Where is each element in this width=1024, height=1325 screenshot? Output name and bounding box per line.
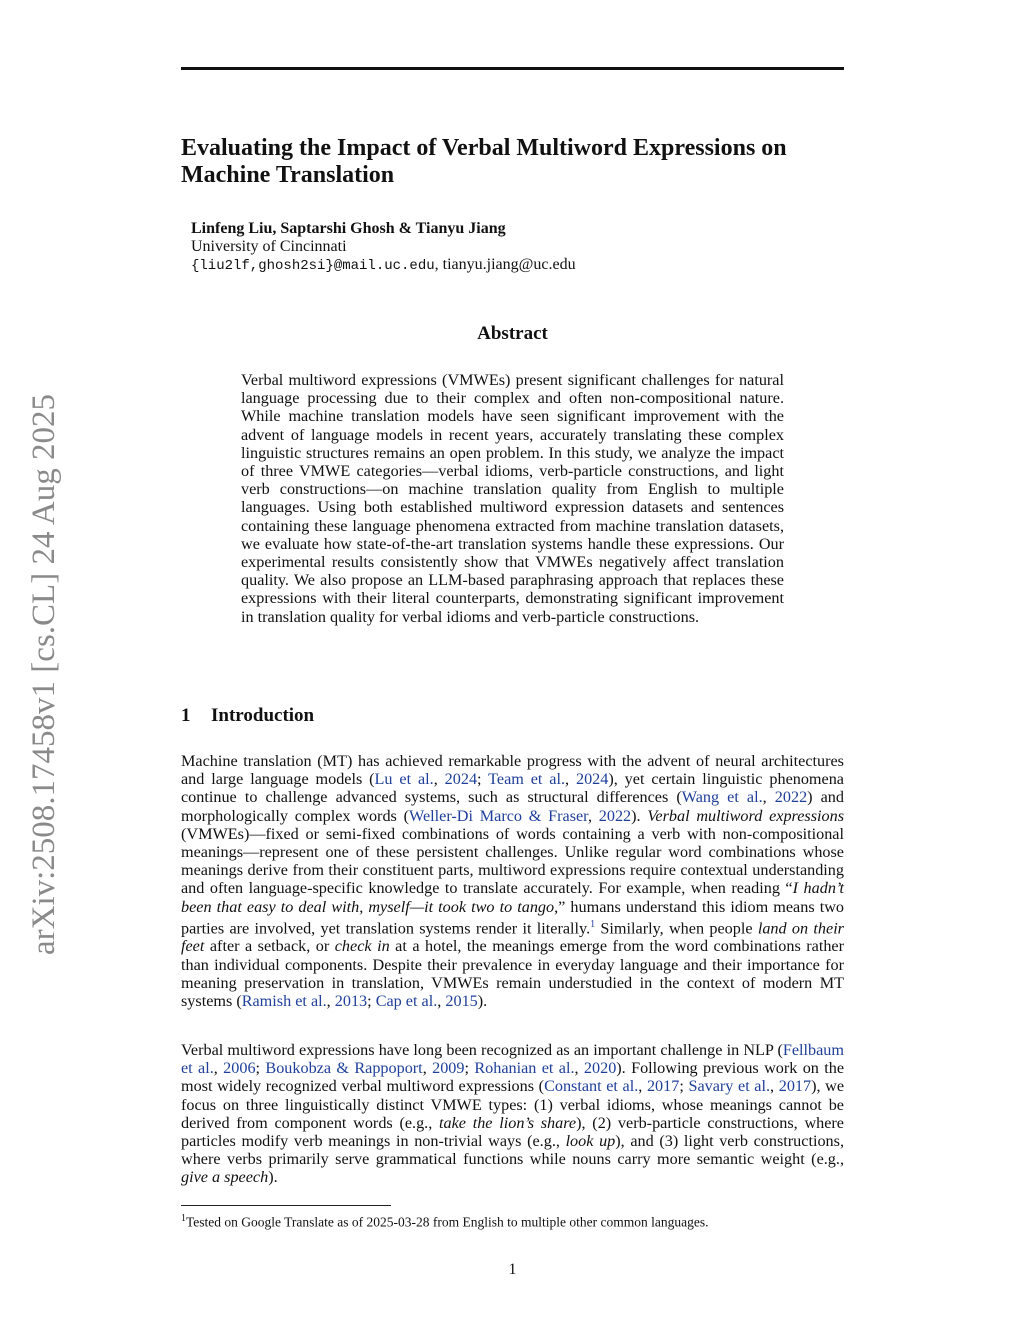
italic-example: take the lion’s share (439, 1113, 577, 1132)
text-run: , (437, 992, 446, 1011)
citation-year: 2024 (575, 770, 609, 789)
italic-example: give a speech (181, 1168, 269, 1187)
citation-year-link[interactable] (647, 1077, 679, 1095)
footnote-mark: 1 (181, 1213, 186, 1224)
arxiv-stamp: arXiv:2508.17458v1 [cs.CL] 24 Aug 2025 (26, 394, 62, 955)
text-run: , (638, 1077, 647, 1096)
citation-link[interactable] (242, 992, 327, 1010)
text-run: after a setback, or (204, 937, 335, 956)
citation-year-link[interactable] (584, 1059, 616, 1077)
citation-year-link[interactable] (779, 1077, 811, 1095)
abstract-body: Verbal multiword expressions (VMWEs) present significant challenges for natural language processing due to their complex and often non-compositional nature. While machine translation models have seen significant improvement with the advent of language models in recent years, accurately translating these complex linguistic structures remains an open problem. In this study, we analyze the impact of three VMWE categories—verbal idioms, verb-particle constructions, and light verb constructions—on machine translation quality from English to multiple languages. Using both established multiword expression datasets and sentences containing these language phenomena extracted from machine translation datasets, we evaluate how state-of-the-art translation systems handle these expressions. Our experimental results consistently show that VMWEs negatively affect translation quality. We also propose an LLM-based paraphrasing approach that replaces these expressions with their literal counterparts, demonstrating significant improvement in translation quality for verbal idioms and verb-particle constructions. (241, 371, 784, 626)
citation-author: Boukobza & Rappoport (265, 1059, 423, 1078)
page-number: 1 (508, 1261, 517, 1278)
text-run: ). (477, 992, 488, 1011)
citation-year: 2017 (778, 1077, 812, 1096)
text-run: , (326, 992, 335, 1011)
text-run: ,” humans understand this idiom means two parties are involved, yet translation systems render it literally. (181, 897, 844, 938)
text-run: Machine translation (MT) has achieved remarkable progress with the advent of neural architectures and large language models ( (181, 752, 844, 789)
paper-title: Evaluating the Impact of Verbal Multiword Expressions on Machine Translation (181, 135, 787, 188)
italic-term: Verbal multiword expressions (647, 806, 845, 825)
email-separator: , (434, 256, 443, 273)
citation-author: Team et al. (488, 770, 566, 789)
text-run: , (422, 1059, 433, 1078)
affiliation: University of Cincinnati (191, 238, 347, 255)
citation-author: Rohanian et al. (474, 1059, 575, 1078)
author-block (191, 220, 831, 275)
text-run: Similarly, when people (595, 919, 758, 938)
text-run: ). Following previous work on the most widely recognized verbal multiword expressions ( (181, 1059, 845, 1096)
citation-year-link[interactable] (445, 992, 477, 1010)
citation-year: 2020 (583, 1059, 617, 1078)
text-run: , (762, 788, 775, 807)
text-run: ; (464, 1059, 475, 1078)
text-run: ; (477, 770, 489, 789)
text-run: , (565, 770, 576, 789)
text-run: ), we focus on three linguistically distinct VMWE types: (1) verbal idioms, whose meanings cannot be derived from component words (e.g., (181, 1077, 845, 1132)
footnote-text: Tested on Google Translate as of 2025-03-28 from English to multiple other common languages. (186, 1214, 709, 1230)
citation-link[interactable] (375, 770, 434, 788)
text-run: (VMWEs)—fixed or semi-fixed combinations of words containing a verb with non-compositional meanings—represent one of these persistent challenges. Unlike regular word combinations whose meanings derive from their constituent parts, multiword expressions require contextual understanding and often language-specific knowledge to translate accurately. For example, when reading “ (181, 824, 844, 898)
author-names: Linfeng Liu, Saptarshi Ghosh & Tianyu Jiang (191, 220, 506, 237)
citation-link[interactable] (682, 788, 763, 806)
italic-example: land on their feet (181, 919, 844, 956)
citation-year-link[interactable] (576, 770, 608, 788)
citation-link[interactable] (474, 1059, 574, 1077)
citation-author: Weller-Di Marco & Fraser (409, 806, 588, 825)
text-run: ), and (3) light verb constructions, where verbs primarily serve grammatical functions while nouns carry more semantic weight (e.g., (181, 1132, 844, 1169)
section-number: 1 (181, 705, 191, 726)
citation-link[interactable] (488, 770, 565, 788)
citation-author: Savary et al. (688, 1077, 771, 1096)
citation-year-link[interactable] (223, 1059, 255, 1077)
text-run: ; (679, 1077, 689, 1096)
citation-link[interactable] (544, 1077, 638, 1095)
abstract-heading: Abstract (477, 323, 548, 344)
citation-author: Cap et al. (375, 992, 438, 1011)
italic-example: check in (334, 937, 390, 956)
citation-author: Fellbaum et al. (181, 1041, 844, 1078)
citation-author: Ramish et al. (241, 992, 327, 1011)
citation-author: Lu et al. (374, 770, 434, 789)
citation-year-link[interactable] (335, 992, 367, 1010)
text-run: , (433, 770, 445, 789)
text-run: , (574, 1059, 584, 1078)
intro-paragraph-2 (181, 1041, 844, 1187)
text-run: ). (631, 806, 648, 825)
footnote (181, 1211, 844, 1231)
top-rule (181, 67, 844, 70)
citation-year-link[interactable] (775, 788, 807, 806)
citation-author: Wang et al. (681, 788, 763, 807)
citation-link[interactable] (409, 807, 588, 825)
footnote-marker: 1 (590, 918, 596, 930)
citation-year: 2015 (445, 992, 478, 1011)
text-run: , (213, 1059, 224, 1078)
citation-link[interactable] (688, 1077, 770, 1095)
citation-year-link[interactable] (599, 807, 631, 825)
citation-link[interactable] (376, 992, 438, 1010)
citation-author: Constant et al. (544, 1077, 639, 1096)
section-title: Introduction (211, 705, 315, 726)
intro-paragraph-1 (181, 752, 844, 1010)
citation-year: 2017 (646, 1077, 680, 1096)
italic-example: look up (565, 1132, 616, 1151)
citation-link[interactable] (265, 1059, 422, 1077)
text-run: , (587, 806, 599, 825)
text-run: ; (367, 992, 376, 1011)
text-run: Verbal multiword expressions have long been recognized as an important challenge in NLP ( (181, 1041, 783, 1059)
citation-year-link[interactable] (432, 1059, 464, 1077)
text-run: ), yet certain linguistic phenomena continue to challenge advanced systems, such as structural differences ( (181, 770, 844, 807)
italic-example: I hadn’t been that easy to deal with, myself—it took two to tango (181, 879, 845, 916)
text-run: ). (268, 1168, 278, 1187)
text-run: ) and morphologically complex words ( (181, 788, 844, 825)
citation-year: 2022 (774, 788, 808, 807)
citation-year: 2022 (598, 806, 632, 825)
text-run: , (770, 1077, 779, 1096)
section-heading (181, 705, 844, 727)
text-run: ), (2) verb-particle constructions, where particles modify verb meanings in non-trivial ways (e.g., (181, 1113, 844, 1151)
author-emails (191, 256, 831, 275)
text-run: ; (255, 1059, 266, 1078)
citation-year: 2013 (334, 992, 368, 1011)
footnote-rule (181, 1205, 391, 1206)
email-mono: {liu2lf,ghosh2si}@mail.uc.edu (191, 258, 435, 274)
email-plain: tianyu.jiang@uc.edu (442, 256, 576, 273)
citation-year: 2006 (223, 1059, 256, 1078)
text-run: at a hotel, the meanings emerge from the word combinations rather than individual components. Despite their prevalence in everyday language and their importance for meaning preservation in translation, VMWEs remain understudied in the context of modern MT systems ( (181, 937, 844, 1011)
citation-year-link[interactable] (445, 770, 477, 788)
citation-year: 2009 (432, 1059, 465, 1078)
citation-year: 2024 (444, 770, 478, 789)
